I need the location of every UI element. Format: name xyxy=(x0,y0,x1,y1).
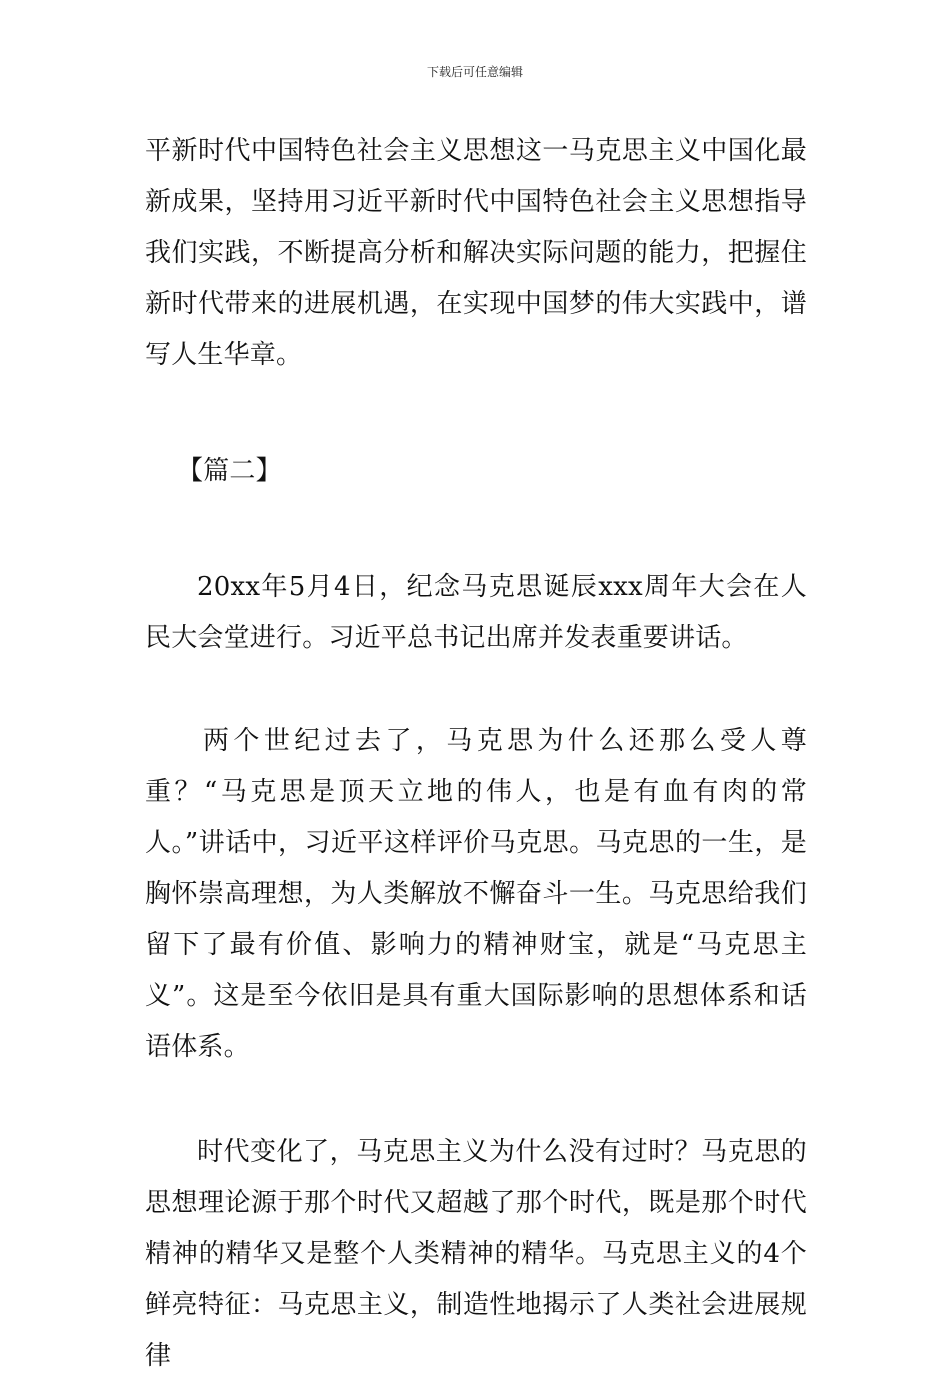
paragraph-2: 20xx年5月4日，纪念马克思诞辰xxx周年大会在人民大会堂进行。习近平总书记出席并发表重要讲话。 xyxy=(145,572,807,653)
paragraph-3: 两个世纪过去了，马克思为什么还那么受人尊重？“马克思是顶天立地的伟人，也是有血有肉的常人。”讲话中，习近平这样评价马克思。马克思的一生，是胸怀崇高理想，为人类解放不懈奋斗一生。马克思给我们留下了最有价值、影响力的精神财宝，就是“马克思主义”。这是至今依旧是具有重大国际影响的思想体系和话语体系。 xyxy=(145,726,807,1062)
page-header: 下载后可任意编辑 xyxy=(426,65,523,79)
paragraph-4: 时代变化了，马克思主义为什么没有过时？马克思的思想理论源于那个时代又超越了那个时代，既是那个时代精神的精华又是整个人类精神的精华。马克思主义的4个鲜亮特征：马克思主义，制造性地揭示了人类社会进展规律 xyxy=(145,1137,807,1371)
paragraph-1: 平新时代中国特色社会主义思想这一马克思主义中国化最新成果，坚持用习近平新时代中国特色社会主义思想指导我们实践，不断提高分析和解决实际问题的能力，把握住新时代带来的进展机遇，在实现中国梦的伟大实践中，谱写人生华章。 xyxy=(145,136,807,370)
section-heading: 【篇二】 xyxy=(177,456,282,486)
document-body xyxy=(145,126,807,1382)
